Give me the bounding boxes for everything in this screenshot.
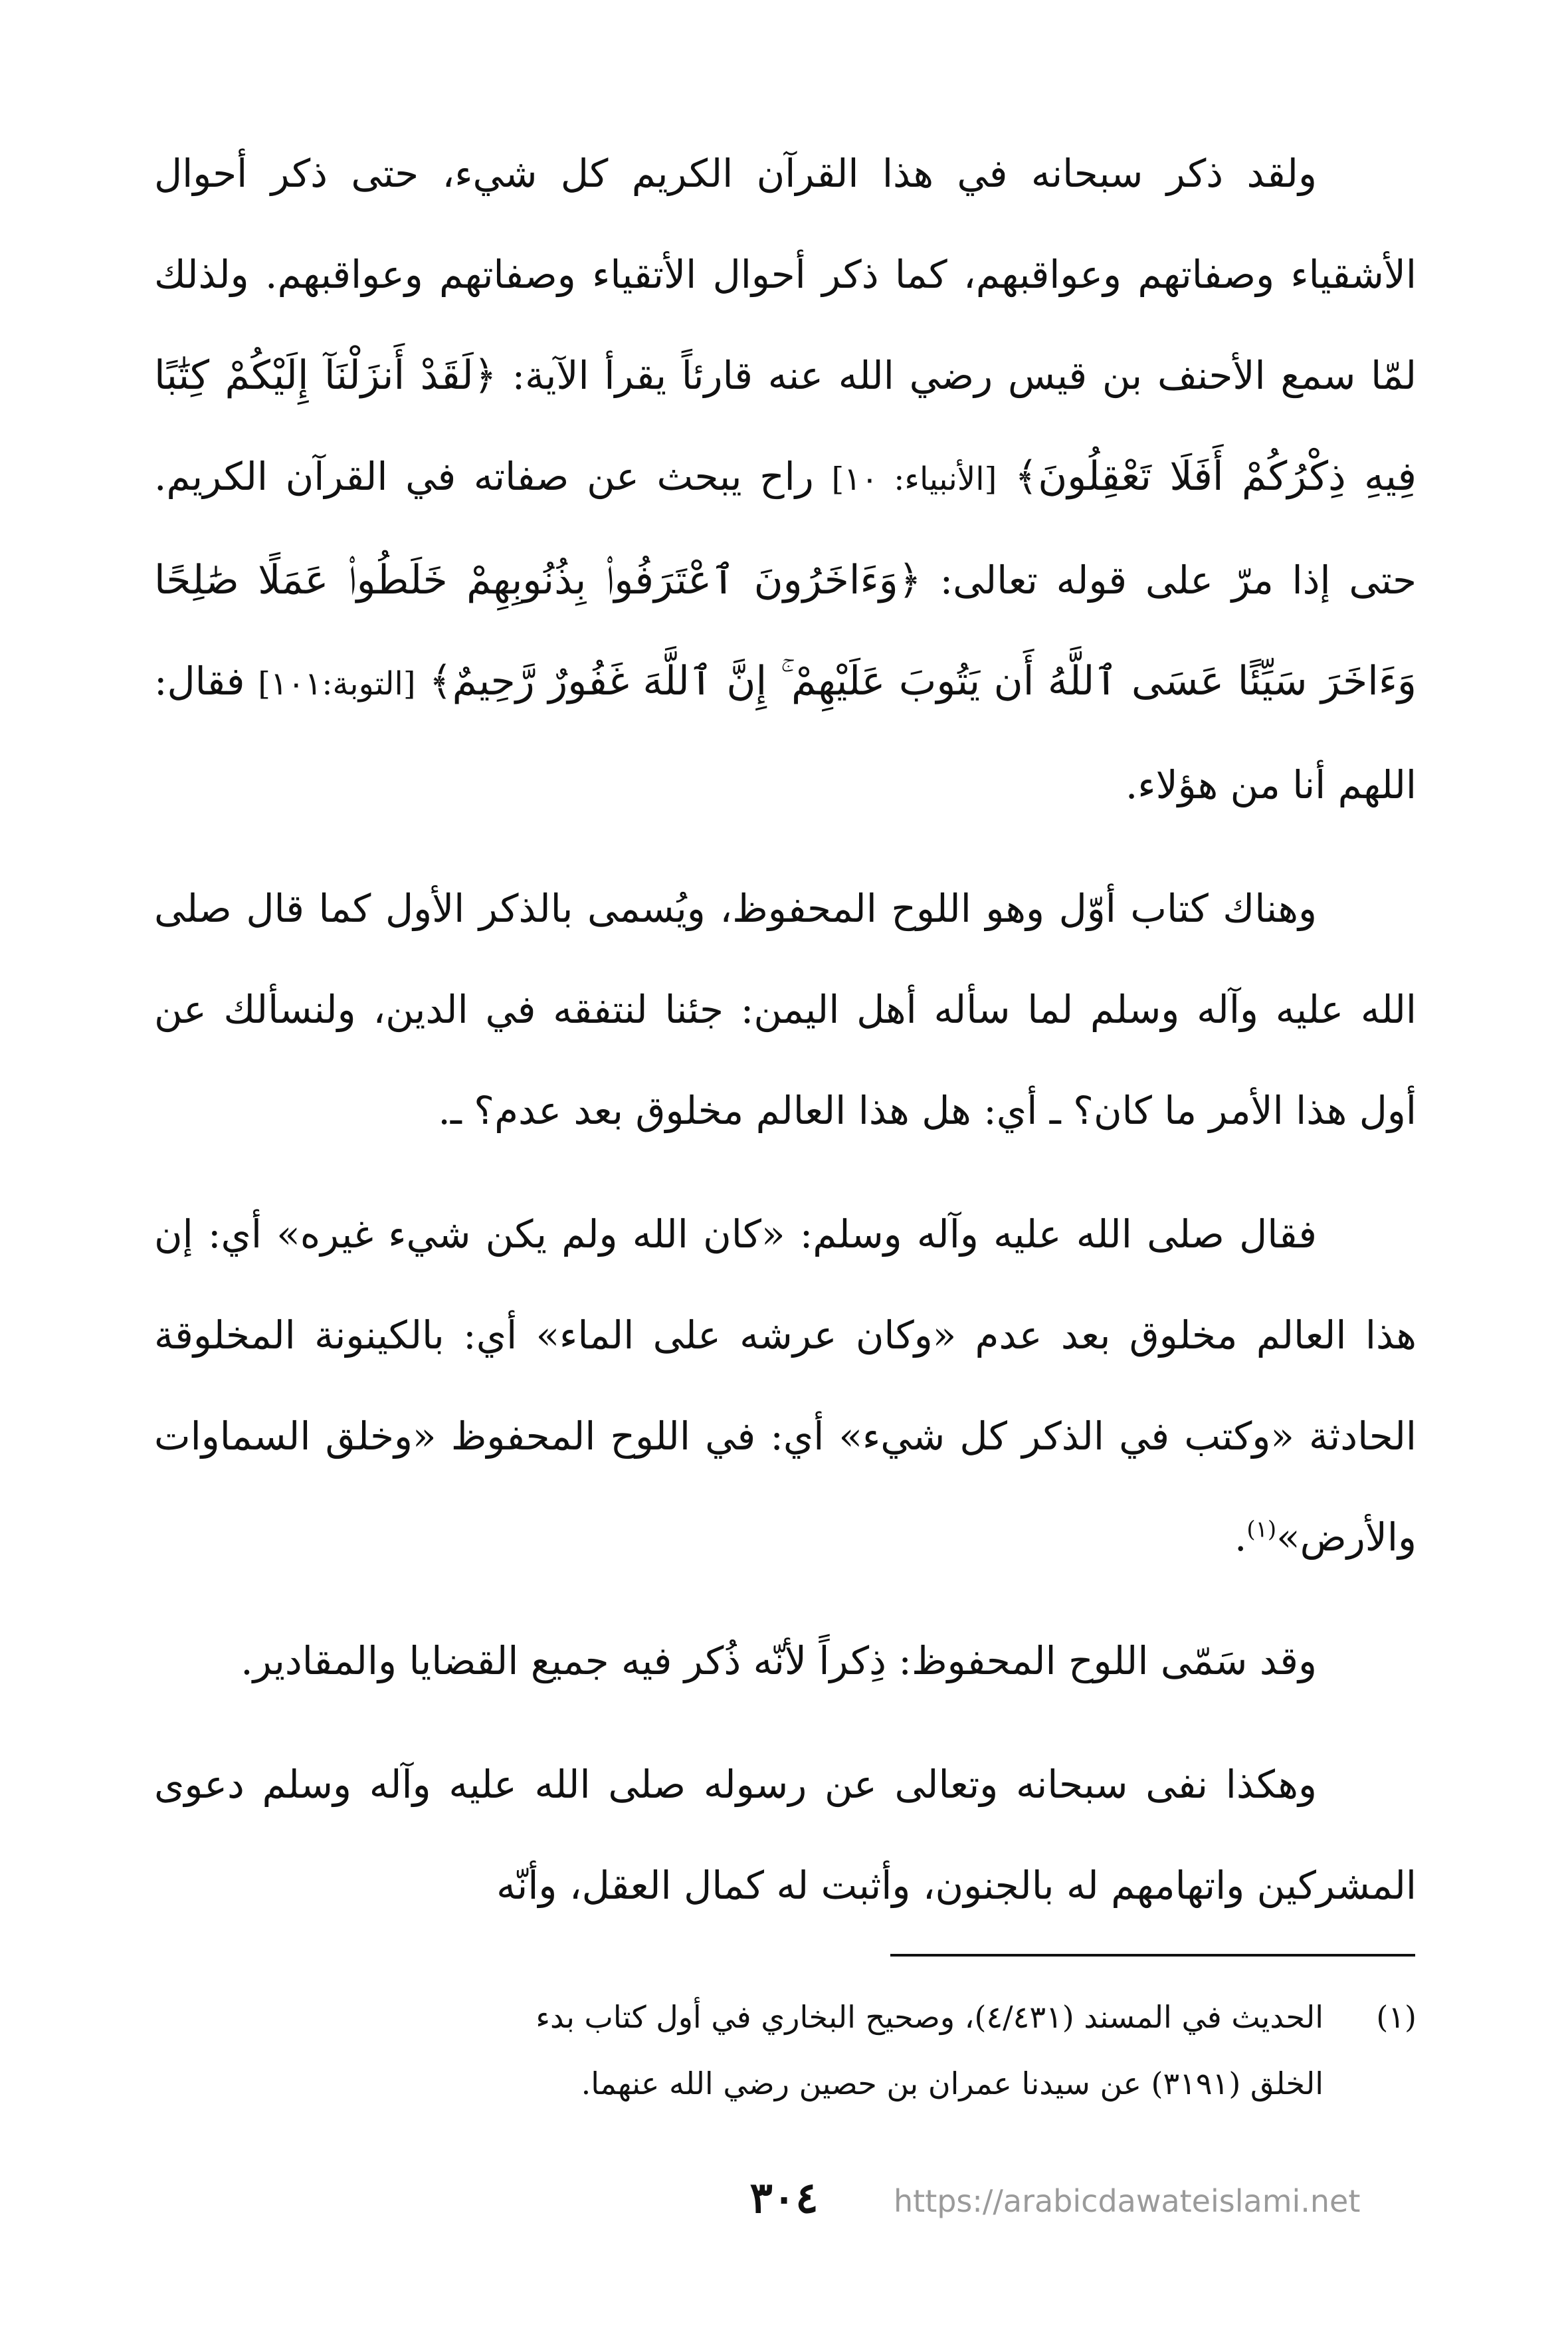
verse-reference-tawba: [التوبة:١٠١]: [258, 665, 416, 702]
quran-verse-tawba: ﴿وَءَاخَرُونَ ٱعْتَرَفُوا۟ بِذُنُوبِهِمْ خَلَطُوا۟ عَمَلًا صَٰلِحًا وَءَاخَرَ سَيِّئًا عَسَى ٱللَّهُ أَن يَتُوبَ عَلَيْهِمْ ۚ إِنَّ ٱللَّهَ غَفُورٌ رَّحِيمٌ﴾: [154, 557, 1417, 704]
footnote-divider: [890, 1954, 1415, 1957]
footnote-1-line-2: الخلق (٣١٩١) عن سيدنا عمران بن حصين رضي الله عنهما.: [581, 2066, 1323, 2101]
footnote-reference[interactable]: (١): [1246, 1516, 1277, 1543]
paragraph-1: [154, 123, 1417, 835]
quran-verse-anbiya: ﴿لَقَدْ أَنزَلْنَآ إِلَيْكُمْ كِتَٰبًا فِيهِ ذِكْرُكُمْ أَفَلَا تَعْقِلُونَ﴾: [154, 352, 1417, 500]
paragraph-1-text-a: ولقد ذكر سبحانه في هذا القرآن الكريم كل شيء، حتى ذكر أحوال الأشقياء وصفاتهم وعواقبهم، كما ذكر أحوال الأتقياء وصفاتهم وعواقبهم. ولذلك لمّا سمع الأحنف بن قيس رضي الله عنه قارئاً يقرأ الآية:: [154, 151, 1417, 398]
paragraph-3-end: .: [1234, 1515, 1247, 1560]
paragraph-2: [154, 858, 1417, 1161]
main-text: [154, 123, 1417, 1959]
paragraph-1-text-b: راح يبحث عن صفاته في القرآن الكريم. حتى إذا مرّ على قوله تعالى:: [154, 454, 1417, 603]
paragraph-2-text: وهناك كتاب أوّل وهو اللوح المحفوظ، ويُسمى بالذكر الأول كما قال صلى الله عليه وآله وسلم لما سأله أهل اليمن: جئنا لنتفقه في الدين، ولنسألك عن أول هذا الأمر ما كان؟ ـ أي: هل هذا العالم مخلوق بعد عدم؟ ـ.: [154, 886, 1417, 1133]
footnote-1-line-1: الحديث في المسند (٤/٤٣١)، وصحيح البخاري في أول كتاب بدء: [536, 1999, 1323, 2035]
page-number: ٣٠٤: [749, 2173, 819, 2223]
paragraph-5-text: وهكذا نفى سبحانه وتعالى عن رسوله صلى الله عليه وآله وسلم دعوى المشركين واتهامهم له بالجنون، وأثبت له كمال العقل، وأنّه: [154, 1762, 1417, 1908]
paragraph-3: [154, 1184, 1417, 1588]
footnote-1: [154, 1984, 1417, 2050]
verse-reference-anbiya: [الأنبياء: ١٠]: [831, 461, 997, 498]
watermark-url: https://arabicdawateislami.net: [894, 2183, 1361, 2219]
paragraph-1-text-c: فقال: اللهم أنا من هؤلاء.: [154, 659, 1417, 807]
paragraph-5: [154, 1734, 1417, 1936]
paragraph-3-text: فقال صلى الله عليه وآله وسلم: «كان الله ولم يكن شيء غيره» أي: إن هذا العالم مخلوق بعد عدم «وكان عرشه على الماء» أي: بالكينونة المخلوقة الحادثة «وكتب في الذكر كل شيء» أي: في اللوح المحفوظ «وخلق السماوات والأرض»: [154, 1212, 1417, 1560]
footnotes: [154, 1984, 1417, 2117]
paragraph-4-text: وقد سَمّى اللوح المحفوظ: ذِكراً لأنّه ذُكر فيه جميع القضايا والمقادير.: [241, 1638, 1317, 1683]
footnote-1-continuation: [154, 2050, 1417, 2117]
paragraph-4: [154, 1610, 1417, 1711]
footnote-number: (١): [1376, 1999, 1417, 2035]
